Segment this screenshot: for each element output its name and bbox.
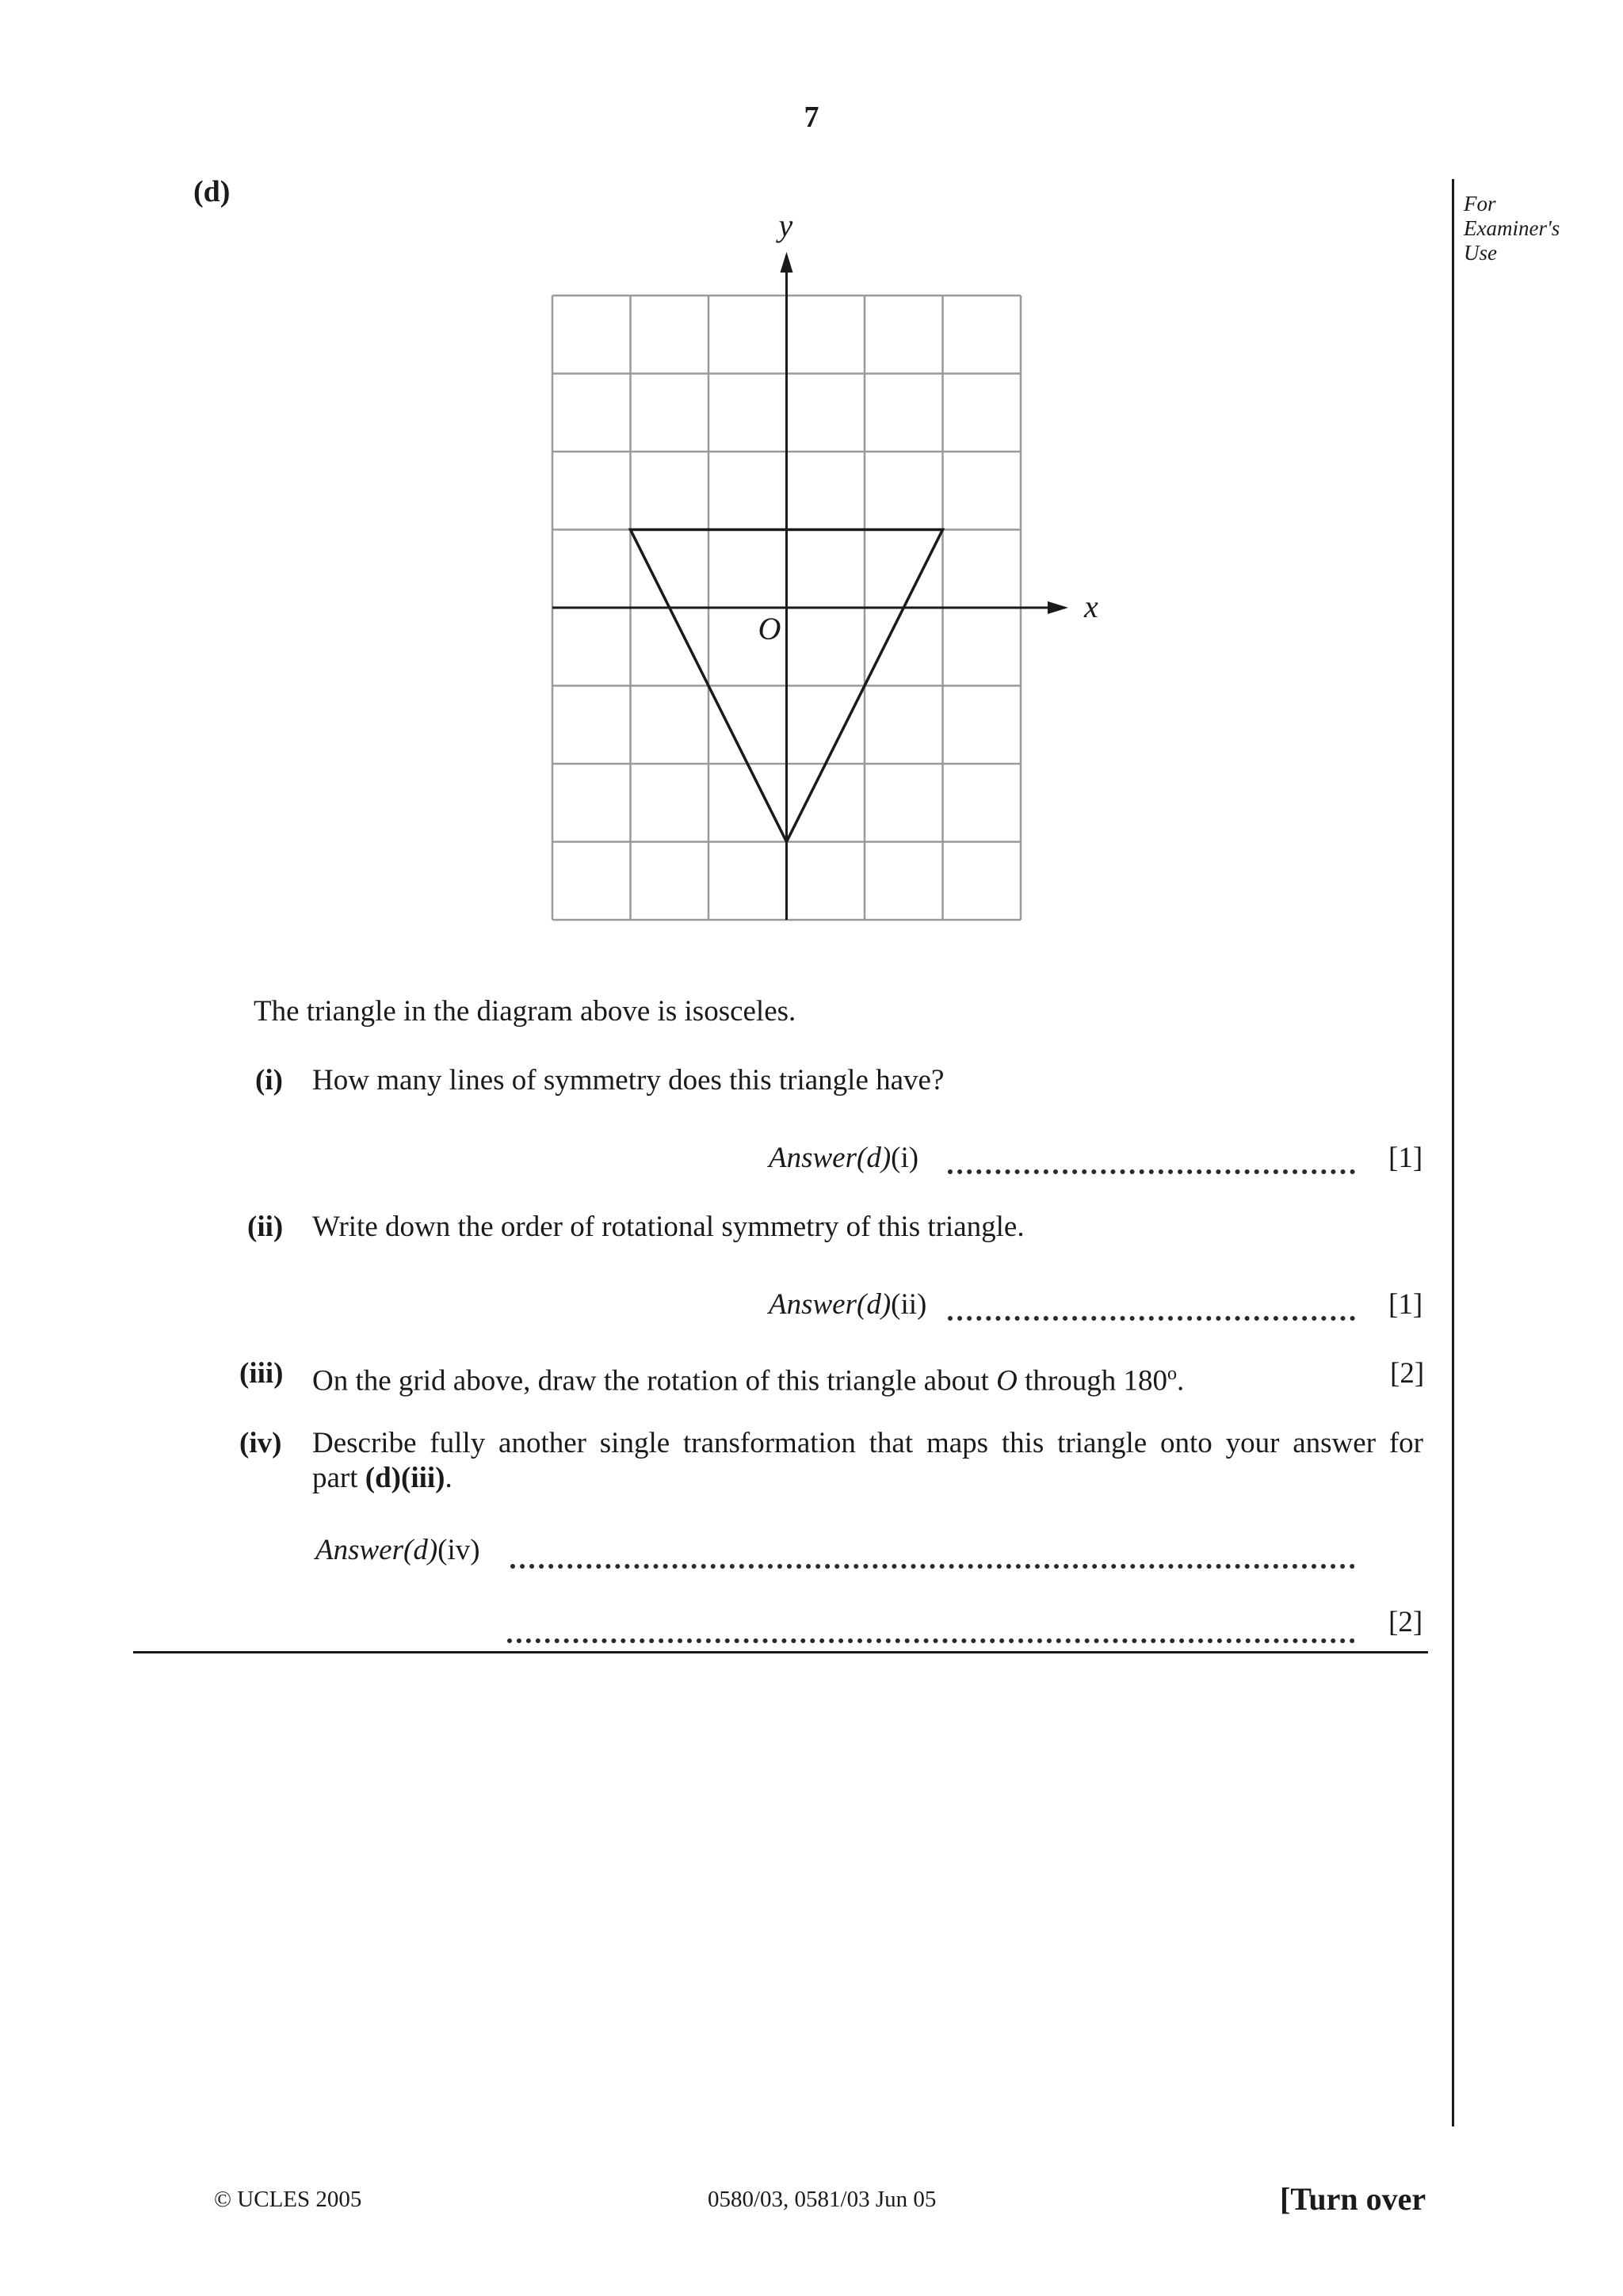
part-iii-text-o: O (996, 1364, 1018, 1398)
answer-iv-line-2[interactable] (507, 1638, 1355, 1643)
turn-over-label: [Turn over (1280, 2181, 1426, 2217)
part-iv-number: (iv) (239, 1427, 282, 1459)
part-iv-text-bold: (d)(iii) (365, 1462, 445, 1494)
examiner-line-3: Use (1464, 241, 1497, 265)
answer-iv-label (315, 1533, 480, 1568)
answer-ii-line[interactable] (948, 1316, 1355, 1321)
part-ii-number: (ii) (247, 1211, 284, 1243)
part-iii-mark: [2] (1390, 1357, 1425, 1390)
answer-ii-italic: Answer(d) (769, 1288, 892, 1321)
origin-label: O (758, 611, 781, 646)
part-i-number: (i) (255, 1064, 283, 1097)
y-axis-label: y (778, 208, 793, 243)
part-iv-text-end: . (445, 1462, 453, 1494)
part-i-mark: [1] (1388, 1142, 1423, 1174)
part-iii-question (312, 1356, 1184, 1398)
coordinate-grid-diagram (523, 202, 1125, 939)
examiner-line-1: For (1464, 192, 1496, 215)
answer-ii-label (769, 1287, 926, 1322)
part-iv-text-pre: part (312, 1462, 365, 1494)
part-iii-text-end: . (1176, 1364, 1185, 1398)
part-label: (d) (193, 175, 231, 208)
answer-iv-suffix: (iv) (437, 1534, 480, 1566)
part-iii-text-through: through 180 (1017, 1364, 1167, 1398)
paper-code-footer: 0580/03, 0581/03 Jun 05 (708, 2187, 937, 2212)
part-iii-number: (iii) (239, 1357, 284, 1390)
copyright-footer: © UCLES 2005 (214, 2187, 362, 2212)
part-iii-text-before: On the grid above, draw the rotation of this triangle about (312, 1364, 997, 1398)
x-axis-label: x (1084, 589, 1098, 624)
part-ii-mark: [1] (1388, 1288, 1423, 1321)
answer-i-line[interactable] (948, 1169, 1355, 1174)
part-iv-question-line2 (312, 1461, 453, 1496)
degree-symbol: o (1167, 1363, 1177, 1384)
part-i-question: How many lines of symmetry does this triangle have? (312, 1064, 945, 1097)
answer-i-italic: Answer(d) (769, 1142, 892, 1174)
answer-i-label (769, 1141, 918, 1176)
answer-ii-suffix: (ii) (891, 1288, 927, 1321)
y-axis-arrowhead (781, 252, 793, 273)
examiner-margin-rule (1452, 179, 1454, 2126)
answer-iv-italic: Answer(d) (315, 1534, 438, 1566)
part-iv-mark: [2] (1388, 1606, 1423, 1638)
answer-i-suffix: (i) (891, 1142, 919, 1174)
answer-iv-line-1[interactable] (510, 1564, 1355, 1569)
part-iv-question-line1: Describe fully another single transformation that maps this triangle onto your answer for (312, 1427, 1423, 1459)
examiner-line-2: Examiner's (1464, 216, 1560, 240)
question-end-rule (133, 1651, 1428, 1653)
examiner-use-label (1464, 192, 1560, 265)
intro-text: The triangle in the diagram above is isosceles. (254, 995, 796, 1028)
part-ii-question: Write down the order of rotational symmetry of this triangle. (312, 1211, 1025, 1243)
x-axis-arrowhead (1048, 601, 1068, 614)
page-number: 7 (804, 101, 819, 134)
